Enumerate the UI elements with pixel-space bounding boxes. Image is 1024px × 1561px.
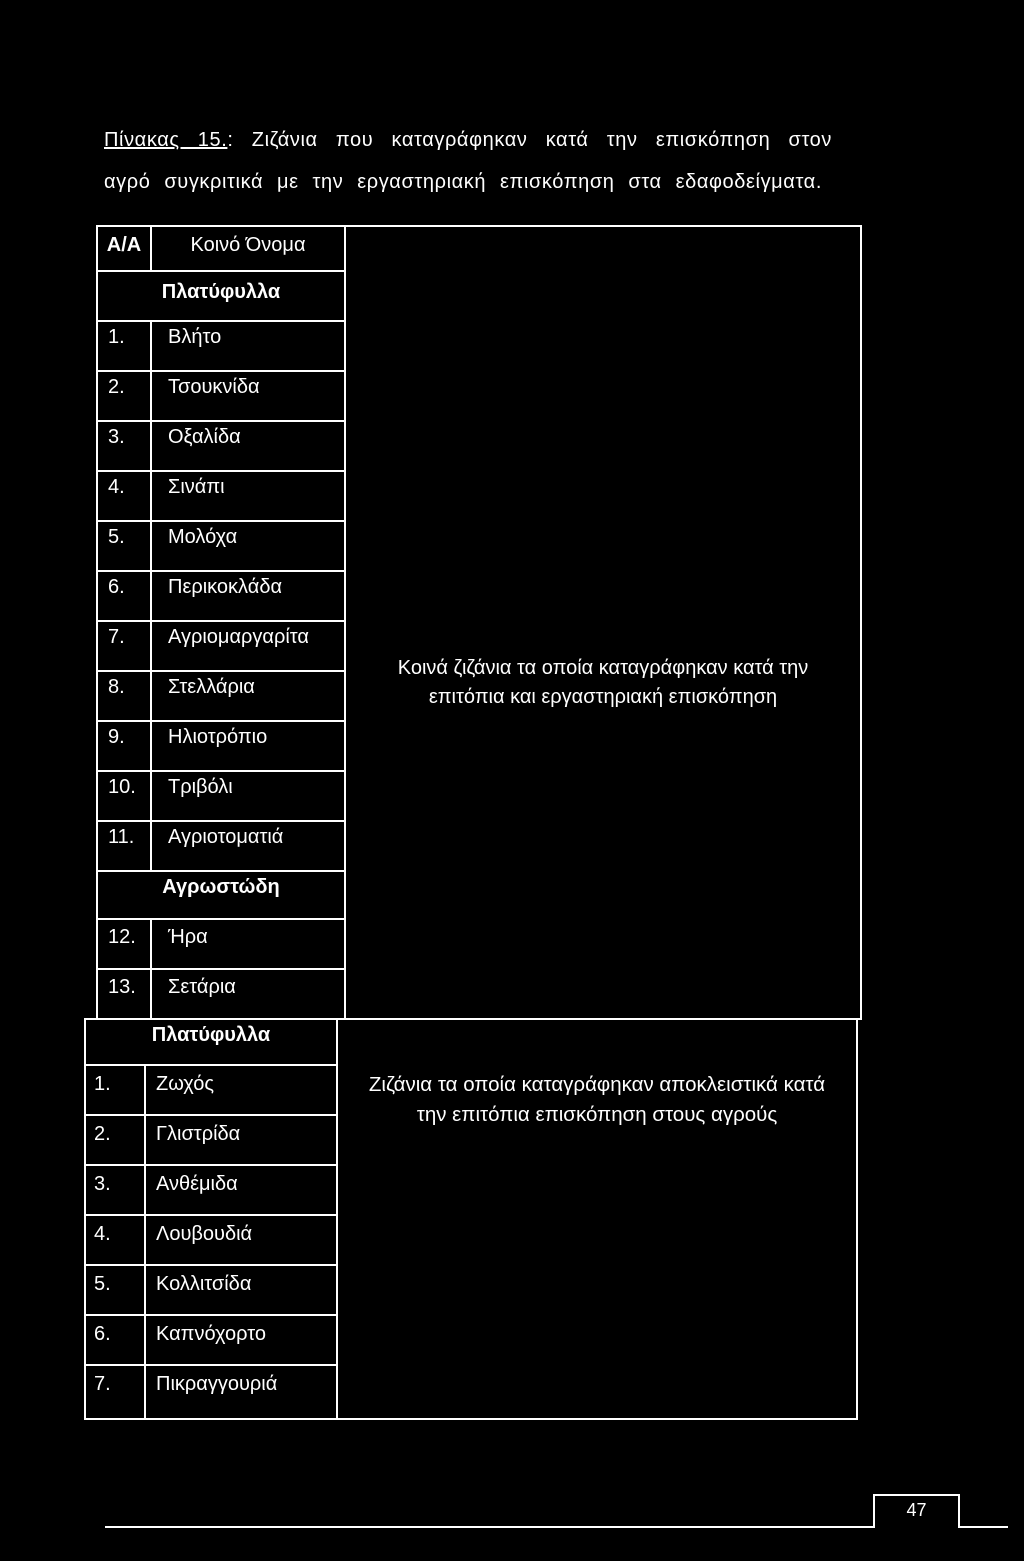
field-only-weeds-table <box>84 1018 858 1420</box>
weed-name: Λουβουδιά <box>156 1223 253 1245</box>
row-number: 6. <box>86 1316 146 1364</box>
section-header-broadleaf <box>86 1020 336 1066</box>
weed-name: Ήρα <box>168 926 208 948</box>
weed-name: Σινάπι <box>168 476 225 498</box>
field-only-weeds-description <box>338 1070 856 1130</box>
table-row <box>86 1216 336 1266</box>
description-line: Κοινά ζιζάνια τα οποία καταγράφηκαν κατά την <box>397 657 809 679</box>
table-row <box>86 1316 336 1366</box>
row-number: 12. <box>98 920 152 968</box>
table-row <box>98 322 344 372</box>
row-number: 4. <box>98 472 152 520</box>
weed-name: Ζωχός <box>156 1073 215 1095</box>
weed-name: Οξαλίδα <box>168 426 241 448</box>
table-row <box>86 1166 336 1216</box>
table-row <box>86 1266 336 1316</box>
table-caption-line-2 <box>104 169 822 195</box>
section-title: Πλατύφυλλα <box>151 1024 271 1046</box>
row-number: 13. <box>98 970 152 1018</box>
header-common-name: Κοινό Όνομα <box>190 234 306 256</box>
common-weeds-description <box>346 654 860 712</box>
weed-name: Αγριομαργαρίτα <box>168 626 309 648</box>
caption-text-line-1: Ζιζάνια που καταγράφηκαν κατά την επισκόπηση στον <box>251 129 832 151</box>
row-number: 7. <box>86 1366 146 1418</box>
table-row <box>98 920 344 970</box>
row-number: 9. <box>98 722 152 770</box>
row-number: 1. <box>98 322 152 370</box>
row-number: 2. <box>98 372 152 420</box>
table-row <box>98 772 344 822</box>
row-number: 6. <box>98 572 152 620</box>
weed-name: Περικοκλάδα <box>168 576 283 598</box>
section-title: Αγρωστώδη <box>162 876 280 898</box>
table-header-row <box>98 227 344 272</box>
table-row <box>98 572 344 622</box>
row-number: 8. <box>98 672 152 720</box>
table-row <box>98 522 344 572</box>
table-row <box>98 472 344 522</box>
row-number: 10. <box>98 772 152 820</box>
caption-text-line-2: αγρό συγκριτικά με την εργαστηριακή επισκόπηση στα εδαφοδείγματα. <box>104 171 822 193</box>
row-number: 5. <box>98 522 152 570</box>
common-weeds-table <box>96 225 862 1020</box>
field-only-weeds-list <box>86 1020 338 1418</box>
weed-name: Βλήτο <box>168 326 222 348</box>
page-number-box <box>873 1494 960 1528</box>
table-row <box>98 372 344 422</box>
row-number: 2. <box>86 1116 146 1164</box>
row-number: 11. <box>98 822 152 870</box>
footer-rule-left <box>105 1526 873 1528</box>
weed-name: Σετάρια <box>168 976 236 998</box>
weed-name: Ηλιοτρόπιο <box>168 726 268 748</box>
row-number: 3. <box>86 1166 146 1214</box>
weed-name: Στελλάρια <box>168 676 255 698</box>
weed-name: Γλιστρίδα <box>156 1123 241 1145</box>
weed-name: Τριβόλι <box>168 776 233 798</box>
page-number: 47 <box>906 1500 927 1520</box>
description-line: επιτόπια και εργαστηριακή επισκόπηση <box>428 686 778 708</box>
header-number: Α/Α <box>98 227 152 270</box>
footer-rule-right <box>960 1526 1008 1528</box>
weed-name: Τσουκνίδα <box>168 376 260 398</box>
description-line: Ζιζάνια τα οποία καταγράφηκαν αποκλειστικά κατά <box>368 1073 826 1096</box>
weed-name: Καπνόχορτο <box>156 1323 266 1345</box>
row-number: 5. <box>86 1266 146 1314</box>
table-caption-line-1 <box>104 127 832 153</box>
row-number: 4. <box>86 1216 146 1264</box>
row-number: 7. <box>98 622 152 670</box>
table-row <box>98 672 344 722</box>
table-row <box>86 1116 336 1166</box>
table-row <box>86 1366 336 1418</box>
table-row <box>86 1066 336 1116</box>
common-weeds-list <box>98 227 346 1018</box>
description-line: την επιτόπια επισκόπηση στους αγρούς <box>416 1103 778 1126</box>
table-label: Πίνακας 15. <box>104 129 228 151</box>
weed-name: Κολλιτσίδα <box>156 1273 252 1295</box>
section-header-broadleaf <box>98 272 344 322</box>
table-row <box>98 822 344 872</box>
section-title: Πλατύφυλλα <box>161 281 281 303</box>
table-row <box>98 622 344 672</box>
caption-separator: : <box>227 129 234 151</box>
table-row <box>98 722 344 772</box>
row-number: 3. <box>98 422 152 470</box>
weed-name: Μολόχα <box>168 526 238 548</box>
table-row <box>98 422 344 472</box>
section-header-grasses <box>98 872 344 920</box>
weed-name: Πικραγγουριά <box>156 1373 278 1395</box>
weed-name: Ανθέμιδα <box>156 1173 238 1195</box>
row-number: 1. <box>86 1066 146 1114</box>
table-row <box>98 970 344 1018</box>
weed-name: Αγριοτοματιά <box>168 826 284 848</box>
